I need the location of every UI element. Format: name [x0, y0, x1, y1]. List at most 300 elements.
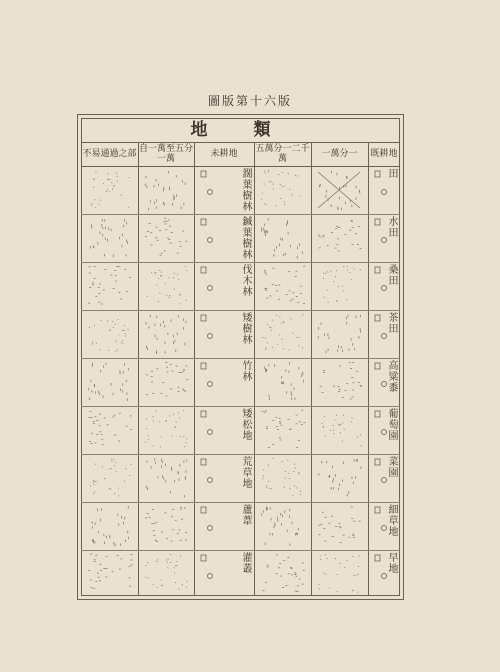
pattern-mark [273, 189, 274, 190]
pattern-mark [89, 327, 90, 328]
pattern-mark [109, 330, 110, 331]
pattern-mark [325, 574, 326, 575]
pattern-mark [295, 468, 296, 469]
pattern-mark [180, 436, 181, 437]
pattern-mark [119, 495, 120, 496]
pattern-mark [336, 415, 337, 416]
pattern-mark [169, 416, 170, 417]
pattern-mark [320, 556, 321, 557]
legend-symbol [201, 315, 213, 339]
pattern-mark [128, 207, 129, 208]
pattern-mark [359, 556, 360, 557]
pattern-mark [153, 584, 154, 585]
pattern-mark [169, 295, 170, 296]
label-sorghum: 高粱黍 [386, 360, 397, 393]
pattern-mark [263, 469, 264, 470]
pattern-mark [95, 207, 96, 208]
pattern-mark [114, 493, 115, 494]
pattern-mark [122, 340, 123, 341]
pattern-mark [262, 478, 263, 479]
pattern-mark [123, 330, 124, 331]
pattern-mark [116, 341, 117, 342]
pattern-mark [263, 476, 264, 477]
label-mulberry: 桑田 [386, 264, 397, 286]
pattern-mark [268, 465, 269, 466]
label-logged-forest: 伐木林 [240, 264, 251, 297]
pattern-mark [267, 324, 268, 325]
label-dry-field: 早地 [386, 552, 397, 574]
pattern-mark [281, 339, 282, 340]
pattern-mark [96, 481, 97, 482]
legend-symbol [375, 267, 387, 291]
pattern-mark [282, 186, 283, 187]
pattern-mark [95, 464, 96, 465]
pattern-mark [178, 279, 179, 280]
pattern-mark [128, 329, 129, 330]
pattern-mark [347, 270, 348, 271]
pattern-mark [282, 461, 283, 462]
pattern-mark [302, 347, 303, 348]
pattern-mark [129, 475, 130, 476]
pattern-mark [280, 184, 281, 185]
pattern-mark [293, 495, 294, 496]
pattern-mark [124, 325, 125, 326]
label-vegetable: 菜園 [386, 456, 397, 478]
pattern-mark [180, 303, 181, 304]
pattern-mark [261, 199, 262, 200]
pattern-mark [353, 556, 354, 557]
pattern-mark [173, 414, 174, 415]
pattern-mark [330, 430, 331, 431]
pattern-mark [92, 342, 93, 343]
pattern-mark [168, 559, 169, 560]
pattern-mark [350, 272, 351, 273]
pattern-mark [287, 460, 288, 461]
pattern-mark [344, 429, 345, 430]
pattern-mark [272, 347, 273, 348]
pattern-mark [158, 301, 159, 302]
legend-symbol [201, 411, 213, 435]
pattern-mark [91, 205, 92, 206]
pattern-mark [177, 274, 178, 275]
label-shrub: 灌叢 [240, 552, 251, 574]
pattern-mark [297, 337, 298, 338]
pattern-mark [148, 435, 149, 436]
pattern-mark [160, 446, 161, 447]
legend-symbol [375, 219, 387, 243]
pattern-mark [262, 193, 263, 194]
pattern-mark [107, 321, 108, 322]
pattern-mark [343, 266, 344, 267]
pattern-mark [327, 558, 328, 559]
legend-symbol [375, 411, 387, 435]
pattern-mark [91, 203, 92, 204]
pattern-mark [284, 186, 285, 187]
pattern-mark [279, 317, 280, 318]
pattern-mark [94, 179, 95, 180]
pattern-mark [161, 272, 162, 273]
legend-symbol [201, 459, 213, 483]
pattern-mark [357, 437, 358, 438]
legend-symbol [375, 555, 387, 579]
pattern-mark [96, 172, 97, 173]
pattern-mark [93, 482, 94, 483]
header-scale-3: 一萬分一 [321, 149, 358, 159]
legend-symbol [201, 555, 213, 579]
legend-symbol [201, 219, 213, 243]
pattern-mark [358, 566, 359, 567]
pattern-mark [273, 458, 274, 459]
pattern-mark [266, 204, 267, 205]
pattern-mark [100, 349, 101, 350]
table-title: 地 類 [190, 120, 291, 140]
pattern-mark [280, 198, 281, 199]
pattern-mark [147, 296, 148, 297]
pattern-mark [284, 487, 285, 488]
pattern-mark [269, 488, 270, 489]
pattern-mark [167, 568, 168, 569]
pattern-mark [166, 560, 167, 561]
pattern-mark [176, 422, 177, 423]
pattern-mark [166, 420, 167, 421]
pattern-mark [265, 171, 266, 172]
pattern-mark [95, 481, 96, 482]
pattern-mark [125, 336, 126, 337]
pattern-mark [116, 462, 117, 463]
pattern-mark [276, 205, 277, 206]
pattern-mark [115, 351, 116, 352]
label-paddy: 田 [386, 168, 397, 179]
pattern-mark [295, 175, 296, 176]
pattern-mark [271, 181, 272, 182]
pattern-mark [117, 176, 118, 177]
pattern-mark [114, 465, 115, 466]
pattern-mark [157, 559, 158, 560]
legend-symbol [375, 171, 387, 195]
header-cultivated: 既耕地 [370, 149, 398, 159]
pattern-mark [174, 273, 175, 274]
pattern-mark [169, 277, 170, 278]
pattern-mark [264, 203, 265, 204]
pattern-mark [282, 172, 283, 173]
label-water-paddy: 水田 [386, 216, 397, 238]
pattern-mark [289, 350, 290, 351]
pattern-mark [184, 446, 185, 447]
pattern-mark [297, 176, 298, 177]
pattern-mark [117, 181, 118, 182]
pattern-mark [289, 478, 290, 479]
pattern-mark [95, 199, 96, 200]
pattern-mark [336, 270, 337, 271]
label-broadleaf-forest: 濶葉樹林 [240, 168, 251, 212]
pattern-mark [186, 300, 187, 301]
pattern-mark [290, 488, 291, 489]
pattern-mark [174, 289, 175, 290]
pattern-mark [146, 428, 147, 429]
pattern-mark [179, 295, 180, 296]
pattern-mark [159, 421, 160, 422]
pattern-mark [327, 272, 328, 273]
pattern-mark [342, 286, 343, 287]
pattern-mark [159, 270, 160, 271]
pattern-mark [352, 418, 353, 419]
pattern-mark [107, 189, 108, 190]
pattern-mark [265, 173, 266, 174]
pattern-mark [187, 270, 188, 271]
label-wasteland: 荒草地 [240, 456, 251, 489]
pattern-mark [171, 436, 172, 437]
pattern-mark [293, 333, 294, 334]
pattern-mark [167, 562, 168, 563]
pattern-mark [124, 481, 125, 482]
pattern-mark [160, 293, 161, 294]
pattern-mark [174, 573, 175, 574]
pattern-mark [276, 315, 277, 316]
pattern-mark [157, 587, 158, 588]
pattern-mark [320, 559, 321, 560]
legend-symbol [201, 507, 213, 531]
pattern-mark [160, 276, 161, 277]
legend-symbol [201, 363, 213, 387]
legend-symbol [201, 171, 213, 195]
pattern-mark [112, 321, 113, 322]
pattern-mark [333, 281, 334, 282]
header-scale-1: 自一萬至五分一萬 [138, 144, 193, 164]
pattern-mark [334, 420, 335, 421]
pattern-mark [108, 350, 109, 351]
pattern-mark [93, 187, 94, 188]
pattern-mark [109, 179, 110, 180]
pattern-mark [153, 445, 154, 446]
pattern-mark [300, 196, 301, 197]
pattern-mark [90, 485, 91, 486]
label-tea: 茶田 [386, 312, 397, 334]
pattern-mark [104, 478, 105, 479]
pattern-mark [98, 204, 99, 205]
pattern-mark [186, 438, 187, 439]
pattern-mark [284, 204, 285, 205]
pattern-mark [361, 446, 362, 447]
pattern-mark [162, 585, 163, 586]
pattern-mark [262, 337, 263, 338]
pattern-mark [131, 464, 132, 465]
label-dwarf-pine: 矮松地 [240, 408, 251, 441]
pattern-mark [266, 487, 267, 488]
pattern-mark [107, 173, 108, 174]
pattern-mark [117, 349, 118, 350]
pattern-mark [157, 285, 158, 286]
pattern-mark [177, 561, 178, 562]
pattern-mark [288, 173, 289, 174]
pattern-mark [281, 323, 282, 324]
pattern-mark [111, 459, 112, 460]
pattern-mark [323, 278, 324, 279]
pattern-mark [153, 416, 154, 417]
pattern-mark [291, 318, 292, 319]
label-dwarf-forest: 矮樹林 [240, 312, 251, 345]
pattern-mark [294, 471, 295, 472]
legend-symbol [375, 507, 387, 531]
pattern-mark [265, 347, 266, 348]
pattern-mark [183, 410, 184, 411]
pattern-mark [161, 275, 162, 276]
pattern-mark [145, 442, 146, 443]
pattern-mark [122, 330, 123, 331]
pattern-mark [93, 480, 94, 481]
pattern-mark [268, 171, 269, 172]
pattern-mark [340, 424, 341, 425]
pattern-mark [343, 290, 344, 291]
pattern-mark [187, 581, 188, 582]
pattern-mark [170, 554, 171, 555]
pattern-mark [147, 562, 148, 563]
pattern-mark [339, 425, 340, 426]
pattern-mark [347, 560, 348, 561]
pattern-mark [103, 183, 104, 184]
pattern-mark [94, 484, 95, 485]
pattern-mark [158, 278, 159, 279]
pattern-mark [334, 433, 335, 434]
pattern-mark [178, 412, 179, 413]
pattern-mark [279, 335, 280, 336]
pattern-mark [294, 464, 295, 465]
pattern-mark [360, 269, 361, 270]
pattern-mark [353, 575, 354, 576]
pattern-mark [185, 266, 186, 267]
pattern-mark [265, 349, 266, 350]
pattern-mark [351, 279, 352, 280]
pattern-mark [116, 173, 117, 174]
pattern-mark [170, 562, 171, 563]
pattern-mark [325, 555, 326, 556]
pattern-mark [121, 195, 122, 196]
pattern-mark [357, 592, 358, 593]
pattern-mark [346, 299, 347, 300]
pattern-mark [101, 320, 102, 321]
pattern-mark [109, 191, 110, 192]
pattern-mark [146, 418, 147, 419]
pattern-mark [175, 565, 176, 566]
header-scale-2: 五萬分一二千萬 [255, 144, 310, 164]
pattern-mark [151, 272, 152, 273]
pattern-mark [106, 191, 107, 192]
pattern-mark [285, 471, 286, 472]
pattern-mark [333, 430, 334, 431]
pattern-mark [278, 174, 279, 175]
pattern-mark [179, 417, 180, 418]
pattern-mark [299, 345, 300, 346]
pattern-mark [325, 273, 326, 274]
pattern-mark [96, 343, 97, 344]
pattern-mark [356, 575, 357, 576]
pattern-mark [180, 556, 181, 557]
pattern-mark [183, 436, 184, 437]
pattern-mark [102, 467, 103, 468]
label-reed: 蘆葦 [240, 504, 251, 526]
pattern-mark [345, 567, 346, 568]
pattern-mark [333, 425, 334, 426]
header-uncultivated: 未耕地 [210, 149, 238, 159]
pattern-mark [161, 585, 162, 586]
pattern-mark [340, 432, 341, 433]
pattern-mark [92, 344, 93, 345]
pattern-mark [112, 461, 113, 462]
pattern-mark [340, 563, 341, 564]
pattern-mark [264, 184, 265, 185]
pattern-mark [360, 434, 361, 435]
pattern-mark [161, 436, 162, 437]
pattern-mark [292, 194, 293, 195]
pattern-mark [145, 577, 146, 578]
plate-title: 圖版第十六版 [207, 94, 292, 108]
pattern-mark [108, 179, 109, 180]
pattern-mark [113, 327, 114, 328]
pattern-mark [148, 439, 149, 440]
pattern-mark [107, 179, 108, 180]
legend-symbol [375, 459, 387, 483]
pattern-mark [122, 343, 123, 344]
pattern-mark [273, 184, 274, 185]
pattern-mark [125, 333, 126, 334]
pattern-mark [358, 574, 359, 575]
pattern-mark [323, 573, 324, 574]
legend-symbol [375, 363, 387, 387]
pattern-mark [283, 322, 284, 323]
pattern-mark [285, 478, 286, 479]
pattern-mark [116, 471, 117, 472]
pattern-mark [179, 589, 180, 590]
pattern-mark [329, 588, 330, 589]
pattern-mark [289, 473, 290, 474]
pattern-mark [115, 324, 116, 325]
pattern-mark [100, 200, 101, 201]
pattern-mark [300, 491, 301, 492]
pattern-mark [335, 558, 336, 559]
pattern-mark [303, 314, 304, 315]
legend-symbol [201, 267, 213, 291]
pattern-mark [269, 182, 270, 183]
pattern-mark [354, 269, 355, 270]
pattern-mark [338, 424, 339, 425]
pattern-mark [294, 486, 295, 487]
pattern-mark [268, 481, 269, 482]
pattern-mark [125, 468, 126, 469]
pattern-mark [337, 591, 338, 592]
pattern-mark [113, 459, 114, 460]
pattern-mark [351, 421, 352, 422]
pattern-mark [186, 587, 187, 588]
pattern-mark [118, 319, 119, 320]
pattern-mark [283, 321, 284, 322]
pattern-mark [177, 565, 178, 566]
pattern-mark [271, 488, 272, 489]
pattern-mark [148, 578, 149, 579]
pattern-mark [93, 493, 94, 494]
pattern-mark [319, 589, 320, 590]
pattern-mark [331, 271, 332, 272]
pattern-mark [111, 468, 112, 469]
pattern-mark [271, 327, 272, 328]
pattern-mark [342, 423, 343, 424]
pattern-mark [182, 584, 183, 585]
legend-symbol [375, 315, 387, 339]
pattern-mark [335, 276, 336, 277]
pattern-mark [298, 472, 299, 473]
pattern-mark [269, 327, 270, 328]
pattern-mark [289, 189, 290, 190]
pattern-mark [112, 183, 113, 184]
pattern-mark [94, 491, 95, 492]
